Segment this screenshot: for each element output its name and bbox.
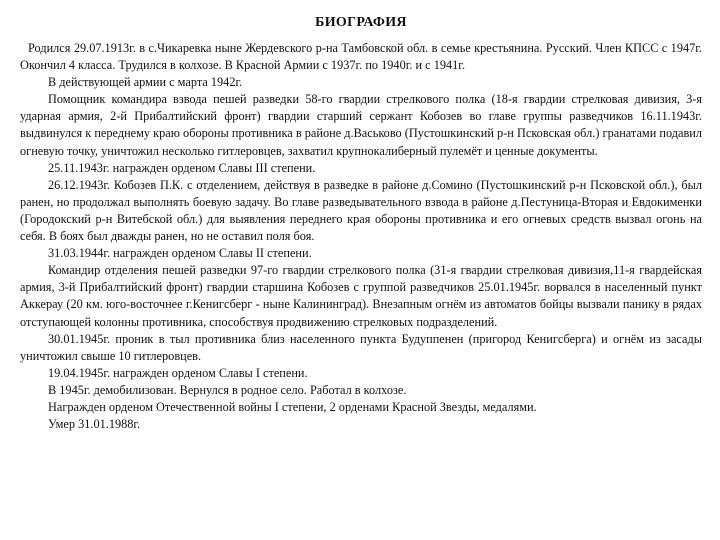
biography-text	[20, 40, 702, 433]
paragraph-award-glory-2: 31.03.1944г. награжден орденом Славы II степени.	[48, 246, 312, 261]
paragraph-death: Умер 31.01.1988г.	[48, 417, 141, 432]
paragraph-birth: Родился 29.07.1913г. в с.Чикаревка ныне Жердевского р-на Тамбовской обл. в семье крестьянина. Русский. Член КПСС с 1947г. Окончил 4 класса. Трудился в колхозе. В Красной Армии с 1937г. по 1940г. и с 1941г.	[20, 41, 702, 73]
paragraph-1945-akkerau: Командир отделения пешей разведки 97-го гвардии стрелкового полка (31-я гвардии стрелковая дивизия,11-я гвардейская армия, 3-й Прибалтийский фронт) гвардии старшина Кобозев с группой разведчиков 25.01.1945г. ворвался в населенный пункт Аккерау (20 км. юго-восточнее г.Кенигсберг - ныне Калининград). Внезапным огнём из автоматов бойцы вызвали панику в рядах отступающей колонны противника, способствуя продвижению стрелковых подразделений.	[20, 263, 702, 329]
document-page	[20, 0, 702, 540]
page-title: БИОГРАФИЯ	[315, 15, 407, 30]
paragraph-1943-reconnaissance: 26.12.1943г. Кобозев П.К. с отделением, действуя в разведке в районе д.Сомино (Пустошкинский р-н Псковской обл.), был ранен, но продолжал выполнять боевую задачу. Во главе разведывательного взвода в районе д.Пестуница-Вторая и Евдокименки (Городокский р-н Витебской обл.) для выявления переднего края обороны противника и его огневых средств вызвал огонь на себя. В боях был дважды ранен, но не оставил поля боя.	[20, 177, 702, 244]
paragraph-demobilized: В 1945г. демобилизован. Вернулся в родное село. Работал в колхозе.	[48, 382, 407, 397]
paragraph-active-army: В действующей армии с марта 1942г.	[48, 75, 243, 90]
paragraph-1945-buduppenen: 30.01.1945г. проник в тыл противника близ населенного пункта Будуппенен (пригород Кенигсберга) и огнём из засады уничтожил свыше 10 гитлеровцев.	[20, 331, 702, 363]
paragraph-award-glory-1: 19.04.1945г. награжден орденом Славы I степени.	[48, 365, 308, 380]
paragraph-other-awards: Награжден орденом Отечественной войны I степени, 2 орденами Красной Звезды, медалями.	[48, 399, 537, 414]
paragraph-award-glory-3: 25.11.1943г. награжден орденом Славы III степени.	[48, 160, 316, 175]
paragraph-1943-feat: Помощник командира взвода пешей разведки 58-го гвардии стрелкового полка (18-я гвардии стрелковая дивизия, 3-я ударная армия, 2-й Прибалтийский фронт) гвардии старший сержант Кобозев во главе группы разведчиков 16.11.1943г. выдвинулся к переднему краю обороны противника в районе д.Васьково (Пустошкинский р-н Псковская обл.) гранатами подавил огневую точку, уничтожил несколько гитлеровцев, захватил крупнокалиберный пулемёт и ценные документы.	[20, 92, 702, 158]
